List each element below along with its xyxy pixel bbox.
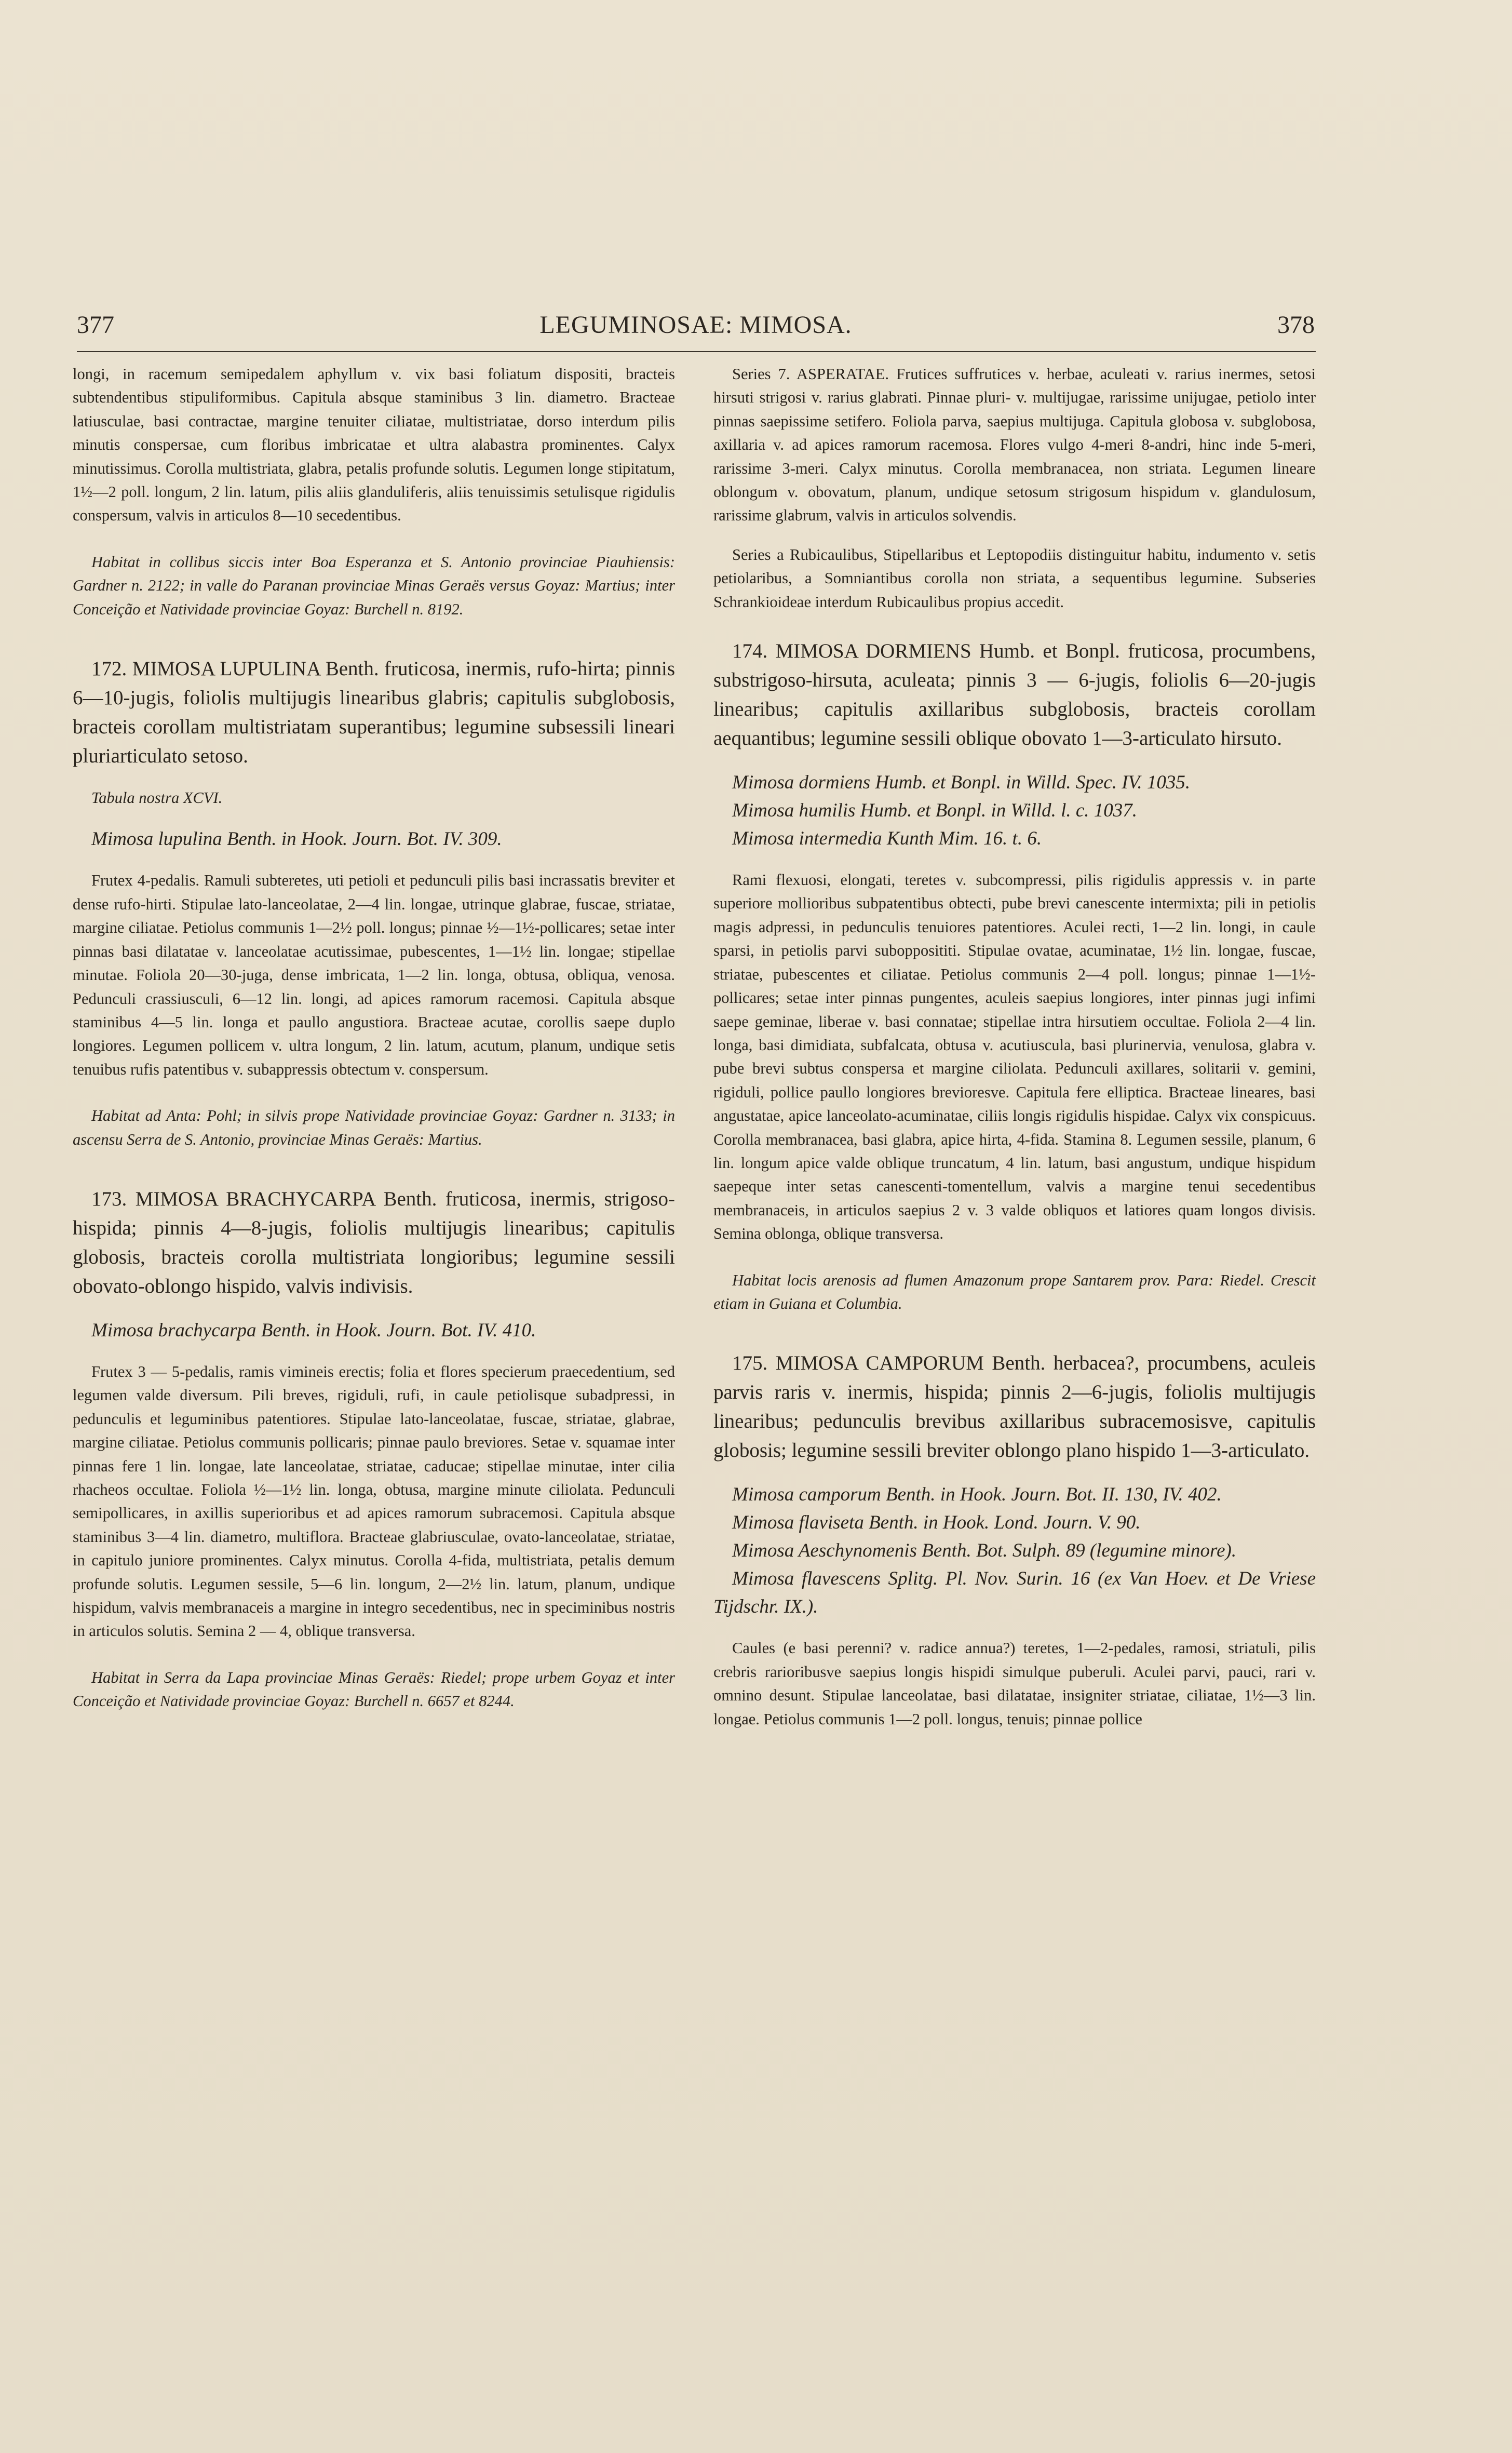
synonym-line: Mimosa humilis Humb. et Bonpl. in Willd. l. c. 1037. (732, 800, 1138, 822)
header-rule (77, 351, 1316, 352)
series-remarks: Series a Rubicaulibus, Stipellaribus et Leptopodiis distinguitur habitu, indumento v. setis petiolaribus, a Somniantibus corolla non striata, a sequentibus legumine. Subseries Schrankioideae interdum Rubicaulibus propius accedit. (713, 545, 1316, 611)
synonym-line: Mimosa brachycarpa Benth. in Hook. Journ. Bot. IV. 410. (91, 1319, 536, 1341)
habitat-paragraph: Habitat in Serra da Lapa provinciae Minas Geraës: Riedel; prope urbem Goyaz et inter Conceição et Natividade provinciae Goyaz: Burchell n. 6657 et 8244. (73, 1668, 675, 1710)
species-175-diagnosis: 175. MIMOSA CAMPORUM Benth. herbacea?, procumbens, aculeis parvis raris v. inermis, hispida; pinnis 2—6-jugis, foliolis multijugis linearibus; pedunculis brevibus axillaribus subracemosisve, capitulis globosis; legumine sessili breviter oblongo plano hispido 1—3-articulato. (713, 1352, 1316, 1462)
species-175-description: Caules (e basi perenni? v. radice annua?) teretes, 1—2-pedales, ramosi, striatuli, pilis crebris rarioribusve saepius longis hispidi simulque puberuli. Aculei parvi, pauci, rari v. omnino desunt. Stipulae lanceolatae, basi dilatatae, insigniter striatae, ciliatae, 1½—3 lin. longae. Petiolus communis 1—2 poll. longus, tenuis; pinnae pollice (713, 1639, 1316, 1728)
species-172-description: Frutex 4-pedalis. Ramuli subteretes, uti petioli et pedunculi pilis basi incrassatis breviter et dense rufo-hirti. Stipulae lato-lanceolatae, 2—4 lin. longae, utrinque glabrae, fuscae, striatae, margine ciliatae. Petiolus communis 1—2½ poll. longus; pinnae ½—1½-pollicares; setae inter pinnas basi dilatatae v. lanceolatae acutissimae, pubescentes, 1—1½ lin. longae; stipellae minutae. Foliola 20—30-juga, dense imbricata, 1—2 lin. longa, obtusa, obliqua, venosa. Pedunculi crassiusculi, 6—12 lin. longi, ad apices ramorum racemosi. Capitula absque staminibus 4—5 lin. longa et paullo angustiora. Bracteae acutae, corollis saepe duplo longiores. Legumen pollicem v. ultra longum, 2 lin. latum, acutum, planum, undique setis tenuibus rufis patentibus v. subappressis obtectum v. conspersum. (73, 872, 675, 1078)
synonym-line: Mimosa intermedia Kunth Mim. 16. t. 6. (732, 828, 1042, 850)
running-title: LEGUMINOSAE: MIMOSA. (539, 311, 852, 339)
page-number-right: 378 (1277, 311, 1315, 339)
description-continued: longi, in racemum semipedalem aphyllum v. vix basi foliatum dispositi, bracteis subtendentibus stipuliformibus. Capitula absque staminibus 3 lin. diametro. Bracteae latiusculae, basi contractae, margine tenuiter ciliatae, multistriatae, dorso interdum pilis minutis conspersae, cum floribus imbricatae et ultra alabastra prominentes. Calyx minutissimus. Corolla multistriata, glabra, petalis profunde solutis. Legumen longe stipitatum, 1½—2 poll. longum, 2 lin. latum, pilis aliis glanduliferis, aliis tenuissimis setulisque rigidulis conspersum, valvis in articulos 8—10 secedentibus. (73, 365, 675, 525)
synonym-line: Mimosa lupulina Benth. in Hook. Journ. Bot. IV. 309. (91, 828, 502, 850)
plate-reference: Tabula nostra XCVI. (91, 789, 223, 807)
page-header (77, 311, 1315, 352)
synonym-line: Mimosa dormiens Humb. et Bonpl. in Willd. Spec. IV. 1035. (732, 772, 1191, 794)
synonym-line: Mimosa Aeschynomenis Benth. Bot. Sulph. 89 (legumine minore). (732, 1540, 1237, 1562)
synonym-line: Mimosa camporum Benth. in Hook. Journ. Bot. II. 130, IV. 402. (732, 1484, 1222, 1506)
species-172-diagnosis: 172. MIMOSA LUPULINA Benth. fruticosa, inermis, rufo-hirta; pinnis 6—10-jugis, foliolis multijugis linearibus glabris; capitulis subglobosis, bracteis corollam multistriatam superantibus; legumine subsessili lineari pluriarticulato setoso. (73, 658, 675, 768)
synonym-line: Mimosa flaviseta Benth. in Hook. Lond. Journ. V. 90. (732, 1512, 1141, 1534)
habitat-paragraph: Habitat locis arenosis ad flumen Amazonum prope Santarem prov. Para: Riedel. Crescit etiam in Guiana et Columbia. (713, 1271, 1316, 1312)
species-173-description: Frutex 3 — 5-pedalis, ramis vimineis erectis; folia et flores specierum praecedentium, sed legumen valde diversum. Pili breves, rigiduli, rufi, in caule petiolisque subadpressi, in pedunculis et leguminibus patentiores. Stipulae lato-lanceolatae, fuscae, striatae, glabrae, margine ciliatae. Petiolus communis pollicaris; pinnae paulo breviores. Setae v. squamae inter pinnas fere 1 lin. longae, late lanceolatae, striatae, caducae; stipellae minutae, inter cilia rhacheos occultae. Foliola ½—1½ lin. longa, obtusa, margine minute ciliolata. Pedunculi semipollicares, in axillis superioribus et ad apices ramorum subracemosi. Capitula absque staminibus 3—4 lin. diametro, multiflora. Bracteae glabriusculae, ovato-lanceolatae, striatae, in capitulo juniore prominentes. Calyx minutus. Corolla 4-fida, multistriata, petalis demum profunde solutis. Legumen sessile, 5—6 lin. longum, 2—2½ lin. latum, planum, undique hispidum, valvis membranaceis a margine in integro secedentibus, nec in speciminibus nostris in articulos solutis. Semina 2 — 4, oblique transversa. (73, 1362, 675, 1640)
left-column (73, 363, 675, 2076)
species-174-description: Rami flexuosi, elongati, teretes v. subcompressi, pilis rigidulis appressis v. in parte superiore mollioribus subpatentibus obtecti, pube brevi canescente intermixta; pili in petiolis magis adpressi, in pedunculis tenuiores patentiores. Aculei recti, 1—2 lin. longi, in caule sparsi, in petiolis parvi subopposititi. Stipulae ovatae, acuminatae, 1½ lin. longae, fuscae, striatae, pubescentes et ciliatae. Petiolus communis 2—4 poll. longus; pinnae 1—1½-pollicares; setae inter pinnas pungentes, aculeis saepius longiores, inter pinnas jugi infimi saepe geminae, liberae v. basi connatae; stipellae intra hirsutiem occultae. Foliola 2—4 lin. longa, basi dimidiata, subfalcata, obtusa v. acutiuscula, basi plurinervia, venulosa, glabra v. pube brevi subtus conspersa et margine ciliolata. Pedunculi axillares, solitarii v. gemini, rigiduli, pollice paullo longiores brevioresve. Capitula fere elliptica. Bracteae lineares, basi angustatae, apice lanceolato-acuminatae, ciliis longis rigidulis hispidae. Calyx vix conspicuus. Corolla membranacea, basi glabra, apice hirta, 4-fida. Stamina 8. Legumen sessile, planum, 6 lin. longum apice valde oblique truncatum, 4 lin. latum, basi angustum, undique hispidum saepeque inter setas canescenti-tomentellum, valvis a margine tenui secedentibus membranaceis, in articulos saepius 2 v. 3 valde obliquos et latiores quam longos divisis. Semina oblonga, oblique transversa. (713, 871, 1316, 1243)
habitat-paragraph: Habitat in collibus siccis inter Boa Esperanza et S. Antonio provinciae Piauhiensis: Gardner n. 2122; in valle do Paranan provinciae Minas Geraës versus Goyaz: Martius; inter Conceição et Natividade provinciae Goyaz: Burchell n. 8192. (73, 553, 675, 618)
series-asperatae-description: Series 7. ASPERATAE. Frutices suffrutices v. herbae, aculeati v. rarius inermes, setosi hirsuti strigosi v. rarius glabrati. Pinnae pluri- v. multijugae, rarissime unijugae, petiolo inter pinnas saepissime setifero. Foliola parva, saepius multijuga. Capitula globosa v. subglobosa, axillaria v. ad apices ramorum racemosa. Flores vulgo 4-meri 8-andri, hinc inde 5-meri, rarissime 3-meri. Calyx minutus. Corolla membranacea, non striata. Legumen lineare oblongum v. obovatum, planum, undique setosum strigosum hispidum v. glandulosum, rarissime glabrum, valvis in articulos solvendis. (713, 365, 1316, 525)
habitat-paragraph: Habitat ad Anta: Pohl; in silvis prope Natividade provinciae Goyaz: Gardner n. 3133; in ascensu Serra de S. Antonio, provinciae Minas Geraës: Martius. (73, 1107, 675, 1148)
synonym-line: Mimosa flavescens Splitg. Pl. Nov. Surin. 16 (ex Van Hoev. et De Vriese Tijdschr. IX.). (713, 1568, 1316, 1618)
species-173-diagnosis: 173. MIMOSA BRACHYCARPA Benth. fruticosa, inermis, strigoso-hispida; pinnis 4—8-jugis, foliolis multijugis linearibus; capitulis globosis, bracteis corolla multistriata longioribus; legumine sessili obovato-oblongo hispido, valvis indivisis. (73, 1187, 675, 1297)
right-column (713, 363, 1316, 2076)
species-174-diagnosis: 174. MIMOSA DORMIENS Humb. et Bonpl. fruticosa, procumbens, substrigoso-hirsuta, aculeata; pinnis 3 — 6-jugis, foliolis 6—20-jugis linearibus; capitulis axillaribus subglobosis, bracteis corollam aequantibus; legumine sessili oblique obovato 1—3-articulato hirsuto. (713, 640, 1316, 750)
page-number-left: 377 (77, 311, 114, 339)
